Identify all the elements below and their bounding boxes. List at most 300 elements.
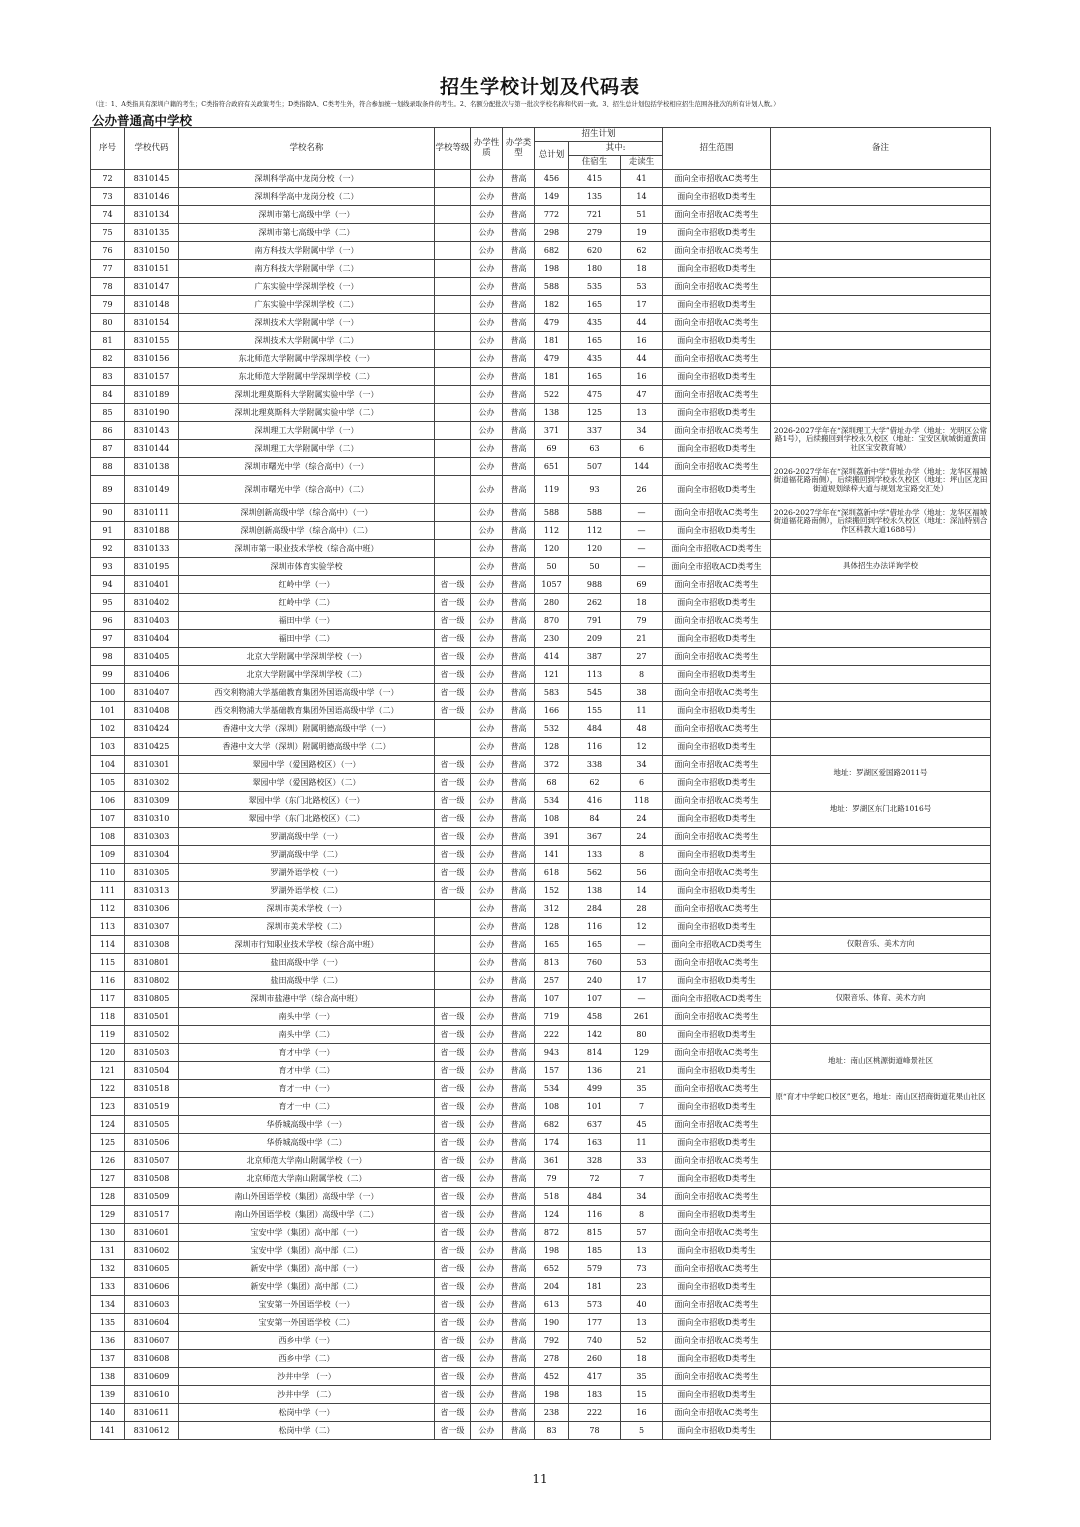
board-cell: 637 [569,1116,621,1134]
board-cell: 181 [569,1278,621,1296]
table-row [91,1116,991,1134]
day-cell: 48 [621,720,663,738]
board-cell: 484 [569,1188,621,1206]
total-cell: 518 [535,1188,569,1206]
name-cell: 深圳市第七高级中学（一） [179,206,435,224]
table-row [91,386,991,404]
table-row [91,1314,991,1332]
name-cell: 深圳市曙光中学（综合高中）（一） [179,458,435,476]
name-cell: 深圳科学高中龙岗分校（一） [179,170,435,188]
level-cell: 省一级 [435,1134,471,1152]
code-cell: 8310154 [125,314,179,332]
nature-cell: 公办 [471,864,503,882]
level-cell: 省一级 [435,864,471,882]
scope-cell: 面向全市招收D类考生 [663,882,771,900]
table-row [91,918,991,936]
remark-cell [771,666,991,684]
seq-cell: 116 [91,972,125,990]
name-cell: 翠园中学（东门北路校区）（二） [179,810,435,828]
type-cell: 普高 [503,1314,535,1332]
board-cell: 262 [569,594,621,612]
remark-cell [771,1170,991,1188]
name-cell: 广东实验中学深圳学校（二） [179,296,435,314]
name-cell: 深圳市第一职业技术学校（综合高中班） [179,540,435,558]
seq-cell: 74 [91,206,125,224]
scope-cell: 面向全市招收AC类考生 [663,648,771,666]
level-cell: 省一级 [435,1332,471,1350]
nature-cell: 公办 [471,882,503,900]
name-cell: 华侨城高级中学（二） [179,1134,435,1152]
table-row [91,1296,991,1314]
name-cell: 松岗中学（二） [179,1422,435,1440]
day-cell: 18 [621,260,663,278]
remark-cell [771,702,991,720]
nature-cell: 公办 [471,368,503,386]
scope-cell: 面向全市招收D类考生 [663,774,771,792]
remark-cell [771,296,991,314]
type-cell: 普高 [503,476,535,504]
table-row [91,422,991,440]
code-cell: 8310612 [125,1422,179,1440]
remark-cell: 仅限音乐、美术方向 [771,936,991,954]
nature-cell: 公办 [471,188,503,206]
name-cell: 盐田高级中学（一） [179,954,435,972]
board-cell: 337 [569,422,621,440]
code-cell: 8310310 [125,810,179,828]
scope-cell: 面向全市招收AC类考生 [663,1188,771,1206]
remark-cell [771,972,991,990]
scope-cell: 面向全市招收AC类考生 [663,684,771,702]
name-cell: 广东实验中学深圳学校（一） [179,278,435,296]
seq-cell: 105 [91,774,125,792]
name-cell: 红岭中学（二） [179,594,435,612]
table-row [91,206,991,224]
code-cell: 8310506 [125,1134,179,1152]
level-cell: 省一级 [435,594,471,612]
nature-cell: 公办 [471,1368,503,1386]
name-cell: 红岭中学（一） [179,576,435,594]
day-cell: 52 [621,1332,663,1350]
total-cell: 157 [535,1062,569,1080]
day-cell: 7 [621,1170,663,1188]
seq-cell: 140 [91,1404,125,1422]
seq-cell: 94 [91,576,125,594]
scope-cell: 面向全市招收ACD类考生 [663,936,771,954]
day-cell: 27 [621,648,663,666]
total-cell: 532 [535,720,569,738]
board-cell: 72 [569,1170,621,1188]
board-cell: 791 [569,612,621,630]
seq-cell: 76 [91,242,125,260]
seq-cell: 130 [91,1224,125,1242]
seq-cell: 136 [91,1332,125,1350]
code-cell: 8310805 [125,990,179,1008]
total-cell: 181 [535,368,569,386]
name-cell: 北京大学附属中学深圳学校（二） [179,666,435,684]
day-cell: 44 [621,350,663,368]
day-cell: 24 [621,828,663,846]
seq-cell: 91 [91,522,125,540]
nature-cell: 公办 [471,1206,503,1224]
seq-cell: 81 [91,332,125,350]
level-cell: 省一级 [435,1152,471,1170]
table-row [91,278,991,296]
board-cell: 279 [569,224,621,242]
nature-cell: 公办 [471,1224,503,1242]
board-cell: 435 [569,314,621,332]
code-cell: 8310517 [125,1206,179,1224]
code-cell: 8310111 [125,504,179,522]
table-row [91,684,991,702]
scope-cell: 面向全市招收AC类考生 [663,828,771,846]
day-cell: 5 [621,1422,663,1440]
scope-cell: 面向全市招收D类考生 [663,1134,771,1152]
table-row [91,224,991,242]
table-row [91,594,991,612]
nature-cell: 公办 [471,738,503,756]
level-cell [435,368,471,386]
level-cell [435,720,471,738]
remark-cell: 仅限音乐、体育、美术方向 [771,990,991,1008]
name-cell: 东北师范大学附属中学深圳学校（二） [179,368,435,386]
total-cell: 813 [535,954,569,972]
board-cell: 588 [569,504,621,522]
code-cell: 8310405 [125,648,179,666]
table-row [91,1332,991,1350]
name-cell: 南头中学（二） [179,1026,435,1044]
board-cell: 155 [569,702,621,720]
day-cell: 13 [621,1242,663,1260]
scope-cell: 面向全市招收D类考生 [663,1170,771,1188]
scope-cell: 面向全市招收ACD类考生 [663,540,771,558]
nature-cell: 公办 [471,540,503,558]
remark-cell [771,1350,991,1368]
scope-cell: 面向全市招收D类考生 [663,440,771,458]
seq-cell: 127 [91,1170,125,1188]
total-cell: 479 [535,350,569,368]
table-row [91,242,991,260]
name-cell: 深圳技术大学附属中学（二） [179,332,435,350]
day-cell: 35 [621,1080,663,1098]
day-cell: 8 [621,846,663,864]
type-cell: 普高 [503,1422,535,1440]
remark-cell [771,1224,991,1242]
type-cell: 普高 [503,296,535,314]
school-plan-table [90,127,991,1440]
board-cell: 107 [569,990,621,1008]
level-cell: 省一级 [435,756,471,774]
scope-cell: 面向全市招收D类考生 [663,188,771,206]
total-cell: 257 [535,972,569,990]
scope-cell: 面向全市招收D类考生 [663,1242,771,1260]
total-cell: 120 [535,540,569,558]
scope-cell: 面向全市招收D类考生 [663,1314,771,1332]
total-cell: 583 [535,684,569,702]
total-cell: 278 [535,1350,569,1368]
total-cell: 870 [535,612,569,630]
day-cell: 53 [621,278,663,296]
table-row [91,882,991,900]
level-cell [435,314,471,332]
nature-cell: 公办 [471,936,503,954]
day-cell: — [621,522,663,540]
day-cell: 17 [621,972,663,990]
seq-cell: 115 [91,954,125,972]
level-cell: 省一级 [435,1224,471,1242]
remark-cell [771,278,991,296]
name-cell: 香港中文大学（深圳）附属明德高级中学（二） [179,738,435,756]
remark-cell: 具体招生办法详询学校 [771,558,991,576]
scope-cell: 面向全市招收D类考生 [663,224,771,242]
name-cell: 罗湖高级中学（一） [179,828,435,846]
day-cell: 18 [621,1350,663,1368]
table-row [91,648,991,666]
total-cell: 112 [535,522,569,540]
name-cell: 深圳市盐港中学（综合高中班） [179,990,435,1008]
table-row [91,188,991,206]
remark-cell [771,350,991,368]
seq-cell: 135 [91,1314,125,1332]
table-row [91,720,991,738]
nature-cell: 公办 [471,792,503,810]
name-cell: 宝安第一外国语学校（二） [179,1314,435,1332]
scope-cell: 面向全市招收D类考生 [663,810,771,828]
level-cell [435,278,471,296]
code-cell: 8310190 [125,404,179,422]
type-cell: 普高 [503,864,535,882]
remark-cell [771,206,991,224]
seq-cell: 83 [91,368,125,386]
day-cell: 26 [621,476,663,504]
scope-cell: 面向全市招收AC类考生 [663,1116,771,1134]
seq-cell: 111 [91,882,125,900]
type-cell: 普高 [503,576,535,594]
table-row [91,1242,991,1260]
header-name: 学校名称 [179,128,435,170]
total-cell: 652 [535,1260,569,1278]
day-cell: — [621,990,663,1008]
scope-cell: 面向全市招收AC类考生 [663,1260,771,1278]
table-row [91,954,991,972]
scope-cell: 面向全市招收AC类考生 [663,386,771,404]
board-cell: 113 [569,666,621,684]
name-cell: 深圳科学高中龙岗分校（二） [179,188,435,206]
table-row [91,1386,991,1404]
board-cell: 165 [569,332,621,350]
remark-cell [771,1026,991,1044]
board-cell: 260 [569,1350,621,1368]
nature-cell: 公办 [471,476,503,504]
remark-cell [771,684,991,702]
nature-cell: 公办 [471,558,503,576]
day-cell: 6 [621,774,663,792]
header-nature: 办学性质 [471,128,503,170]
remark-cell [771,540,991,558]
nature-cell: 公办 [471,206,503,224]
page-title: 招生学校计划及代码表 [439,76,640,98]
total-cell: 872 [535,1224,569,1242]
type-cell: 普高 [503,522,535,540]
type-cell: 普高 [503,1368,535,1386]
code-cell: 8310146 [125,188,179,206]
scope-cell: 面向全市招收D类考生 [663,1206,771,1224]
name-cell: 翠园中学（东门北路校区）（一） [179,792,435,810]
type-cell: 普高 [503,350,535,368]
remark-cell [771,1386,991,1404]
remark-cell [771,828,991,846]
total-cell: 198 [535,1386,569,1404]
seq-cell: 95 [91,594,125,612]
total-cell: 204 [535,1278,569,1296]
scope-cell: 面向全市招收D类考生 [663,594,771,612]
total-cell: 190 [535,1314,569,1332]
code-cell: 8310150 [125,242,179,260]
type-cell: 普高 [503,666,535,684]
type-cell: 普高 [503,612,535,630]
total-cell: 198 [535,260,569,278]
seq-cell: 79 [91,296,125,314]
type-cell: 普高 [503,1386,535,1404]
type-cell: 普高 [503,1098,535,1116]
nature-cell: 公办 [471,612,503,630]
day-cell: 21 [621,630,663,648]
board-cell: 579 [569,1260,621,1278]
total-cell: 618 [535,864,569,882]
type-cell: 普高 [503,774,535,792]
code-cell: 8310519 [125,1098,179,1116]
day-cell: 34 [621,756,663,774]
nature-cell: 公办 [471,810,503,828]
total-cell: 165 [535,936,569,954]
nature-cell: 公办 [471,828,503,846]
code-cell: 8310195 [125,558,179,576]
table-row [91,260,991,278]
day-cell: 13 [621,404,663,422]
code-cell: 8310138 [125,458,179,476]
code-cell: 8310304 [125,846,179,864]
board-cell: 328 [569,1152,621,1170]
level-cell [435,188,471,206]
level-cell [435,900,471,918]
total-cell: 298 [535,224,569,242]
code-cell: 8310302 [125,774,179,792]
name-cell: 深圳北理莫斯科大学附属实验中学（一） [179,386,435,404]
nature-cell: 公办 [471,1026,503,1044]
name-cell: 深圳理工大学附属中学（一） [179,422,435,440]
seq-cell: 131 [91,1242,125,1260]
remark-cell [771,1404,991,1422]
seq-cell: 85 [91,404,125,422]
name-cell: 宝安中学（集团）高中部（一） [179,1224,435,1242]
board-cell: 475 [569,386,621,404]
board-cell: 165 [569,368,621,386]
type-cell: 普高 [503,1350,535,1368]
nature-cell: 公办 [471,702,503,720]
total-cell: 83 [535,1422,569,1440]
board-cell: 760 [569,954,621,972]
section-title: 公办普通高中学校 [92,113,193,128]
type-cell: 普高 [503,1224,535,1242]
remark-cell [771,1242,991,1260]
nature-cell: 公办 [471,1314,503,1332]
scope-cell: 面向全市招收AC类考生 [663,720,771,738]
scope-cell: 面向全市招收AC类考生 [663,1008,771,1026]
board-cell: 84 [569,810,621,828]
total-cell: 414 [535,648,569,666]
name-cell: 宝安中学（集团）高中部（二） [179,1242,435,1260]
remark-cell [771,188,991,206]
code-cell: 8310505 [125,1116,179,1134]
total-cell: 182 [535,296,569,314]
code-cell: 8310303 [125,828,179,846]
level-cell: 省一级 [435,612,471,630]
type-cell: 普高 [503,1404,535,1422]
total-cell: 943 [535,1044,569,1062]
scope-cell: 面向全市招收AC类考生 [663,1404,771,1422]
level-cell [435,540,471,558]
seq-cell: 139 [91,1386,125,1404]
total-cell: 238 [535,1404,569,1422]
day-cell: 15 [621,1386,663,1404]
level-cell [435,440,471,458]
name-cell: 育才中学（二） [179,1062,435,1080]
type-cell: 普高 [503,422,535,440]
table-row [91,1170,991,1188]
level-cell [435,206,471,224]
header-scope: 招生范围 [663,128,771,170]
level-cell: 省一级 [435,792,471,810]
seq-cell: 112 [91,900,125,918]
code-cell: 8310601 [125,1224,179,1242]
nature-cell: 公办 [471,756,503,774]
remark-cell [771,1152,991,1170]
table-row [91,936,991,954]
nature-cell: 公办 [471,242,503,260]
nature-cell: 公办 [471,684,503,702]
table-row [91,846,991,864]
board-cell: 545 [569,684,621,702]
type-cell: 普高 [503,1188,535,1206]
board-cell: 142 [569,1026,621,1044]
name-cell: 西乡中学（一） [179,1332,435,1350]
board-cell: 135 [569,188,621,206]
level-cell: 省一级 [435,630,471,648]
type-cell: 普高 [503,1278,535,1296]
name-cell: 南山外国语学校（集团）高级中学（二） [179,1206,435,1224]
scope-cell: 面向全市招收AC类考生 [663,1368,771,1386]
nature-cell: 公办 [471,440,503,458]
board-cell: 116 [569,918,621,936]
remark-cell [771,1206,991,1224]
table-row [91,1206,991,1224]
nature-cell: 公办 [471,1350,503,1368]
nature-cell: 公办 [471,576,503,594]
level-cell [435,972,471,990]
code-cell: 8310508 [125,1170,179,1188]
day-cell: 18 [621,594,663,612]
nature-cell: 公办 [471,1404,503,1422]
board-cell: 416 [569,792,621,810]
total-cell: 613 [535,1296,569,1314]
table-row [91,1404,991,1422]
nature-cell: 公办 [471,1386,503,1404]
table-row [91,314,991,332]
level-cell: 省一级 [435,1422,471,1440]
seq-cell: 108 [91,828,125,846]
remark-cell: 地址：罗湖区爱国路2011号 [771,756,991,792]
day-cell: — [621,504,663,522]
level-cell [435,918,471,936]
